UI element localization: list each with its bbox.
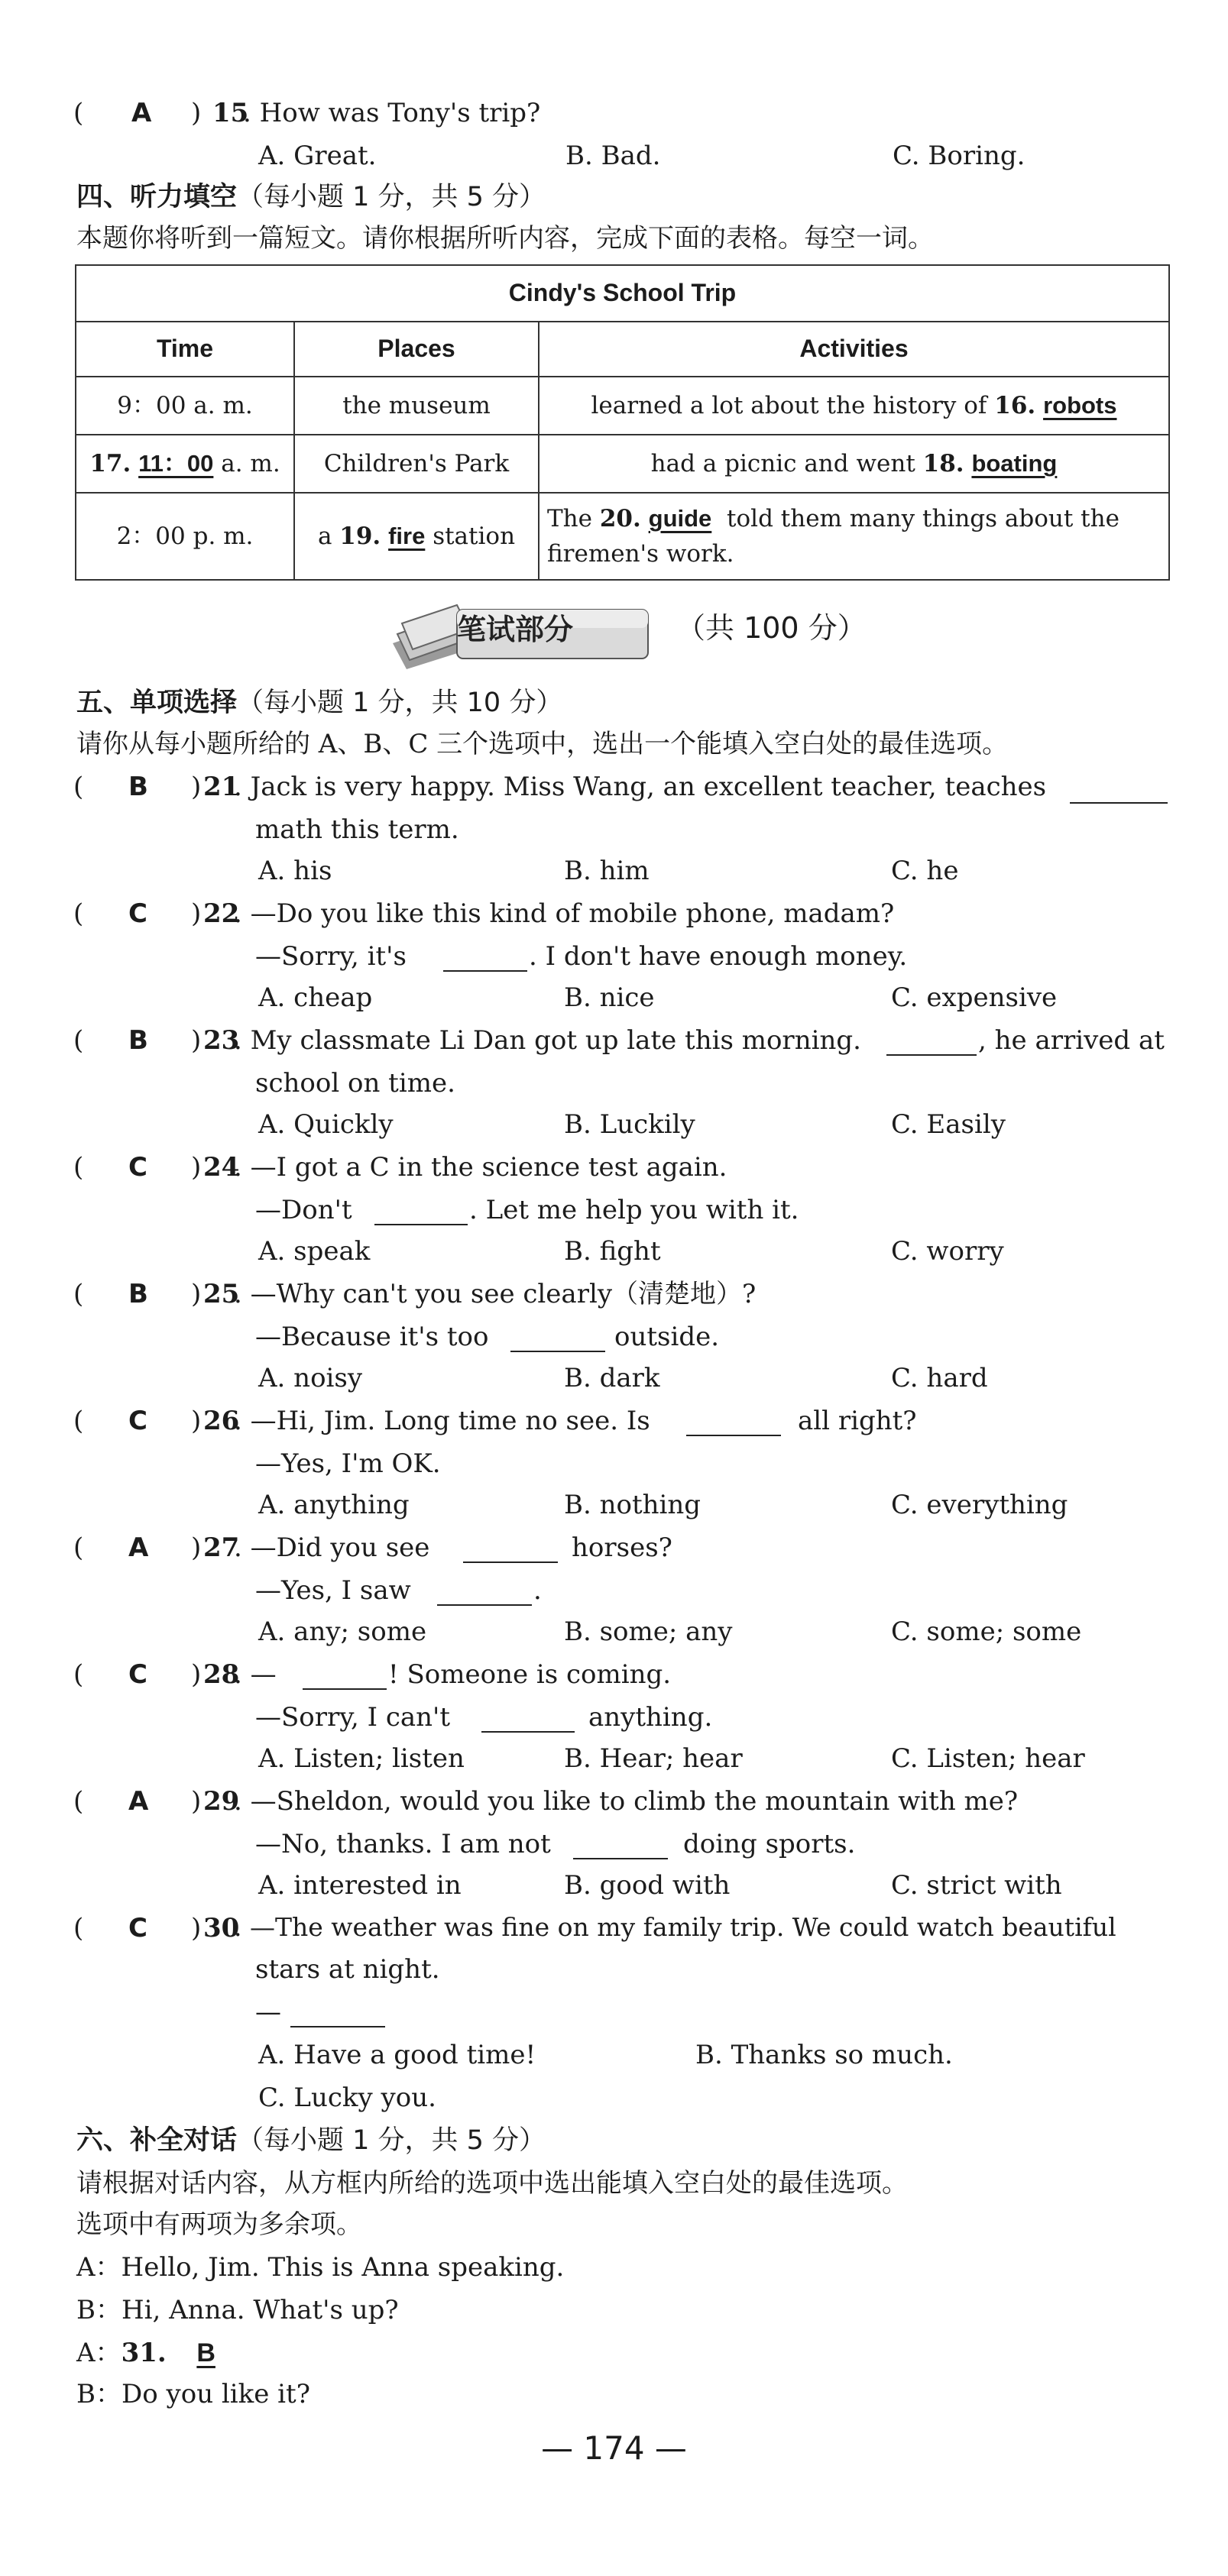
dialog-a2-number: 31. xyxy=(121,2338,167,2368)
paren-left: ( xyxy=(73,1152,84,1183)
blank xyxy=(303,1665,387,1690)
section6-heading xyxy=(76,2124,546,2159)
q21-stem: . Jack is very happy. Miss Wang, an excellent teacher, teaches xyxy=(234,772,1047,802)
q23-stem: . My classmate Li Dan got up late this morning. xyxy=(234,1025,861,1056)
section6-instruction-2: 选项中有两项为多余项。 xyxy=(76,2209,362,2240)
q15-option-b: B. Bad. xyxy=(565,141,661,171)
row2-blank-number: 17. xyxy=(89,449,131,477)
q28-option-a: A. Listen; listen xyxy=(258,1743,465,1774)
q28-line2-b: anything. xyxy=(588,1702,713,1733)
q27-line2-a: —Yes, I saw xyxy=(255,1575,411,1606)
header-time: Time xyxy=(76,322,294,377)
q29-option-c: C. strict with xyxy=(891,1870,1062,1901)
q25-number: 25 xyxy=(203,1279,240,1309)
q28-stem-tail: ! Someone is coming. xyxy=(388,1659,672,1690)
row1-activity xyxy=(539,377,1169,435)
q21-option-b: B. him xyxy=(564,856,650,886)
dialog-line-b2: B：Do you like it? xyxy=(76,2379,310,2409)
q26-option-c: C. everything xyxy=(891,1490,1068,1520)
blank xyxy=(437,1581,532,1606)
written-section-label: 笔试部分 xyxy=(457,613,574,646)
q27-option-b: B. some; any xyxy=(564,1616,733,1647)
q24-option-c: C. worry xyxy=(891,1236,1004,1267)
row1-blank-number: 16. xyxy=(994,391,1036,419)
blank xyxy=(510,1328,605,1352)
q22-line2-a: —Sorry, it's xyxy=(255,941,407,972)
q24-number: 24 xyxy=(203,1152,240,1183)
row3-activity xyxy=(539,493,1169,580)
row1-activity-text: learned a lot about the history of xyxy=(591,391,995,419)
table-row xyxy=(76,377,1169,435)
row3-activity-pre: The xyxy=(547,504,600,532)
q15-answer: A xyxy=(131,98,152,128)
section6-instruction-1: 请根据对话内容，从方框内所给的选项中选出能填入空白处的最佳选项。 xyxy=(76,2168,908,2199)
q25-option-b: B. dark xyxy=(564,1363,660,1393)
dialog-line-b1: B：Hi, Anna. What's up? xyxy=(76,2295,399,2325)
q26-stem-line2: —Yes, I'm OK. xyxy=(255,1448,441,1479)
q28-number: 28 xyxy=(203,1659,240,1690)
written-section-score: （共 100 分） xyxy=(676,611,867,645)
paren-right: ) xyxy=(191,1279,202,1309)
q26-option-a: A. anything xyxy=(258,1490,410,1520)
blank xyxy=(374,1201,468,1225)
row2-time xyxy=(76,435,294,493)
q27-number: 27 xyxy=(203,1532,240,1563)
q27-line2-b: . xyxy=(533,1575,542,1606)
row2-activity xyxy=(539,435,1169,493)
blank xyxy=(686,1412,781,1436)
q15-stem: . How was Tony's trip? xyxy=(243,98,541,128)
paren-left: ( xyxy=(73,1913,84,1943)
section4-score: （每小题 1 分，共 5 分） xyxy=(237,182,546,212)
q22-answer: C xyxy=(128,898,147,929)
blank xyxy=(443,947,527,972)
q23-number: 23 xyxy=(203,1025,240,1056)
q21-stem-line2: math this term. xyxy=(255,814,459,845)
q30-number: 30 xyxy=(203,1913,240,1943)
q27-answer: A xyxy=(128,1532,149,1563)
answer-18: boating xyxy=(971,449,1058,477)
paren-left: ( xyxy=(73,1279,84,1309)
q22-option-b: B. nice xyxy=(564,982,655,1013)
q29-option-b: B. good with xyxy=(564,1870,731,1901)
q29-answer: A xyxy=(128,1786,149,1817)
table-row xyxy=(76,493,1169,580)
row3-place-post: station xyxy=(433,522,516,550)
blank xyxy=(1070,779,1168,804)
q30-answer: C xyxy=(128,1913,147,1943)
q15-number: 15 xyxy=(212,98,249,128)
row3-place-pre: a xyxy=(317,522,340,550)
paren-right: ) xyxy=(191,1025,202,1056)
q24-option-b: B. fight xyxy=(564,1236,661,1267)
q28-answer: C xyxy=(128,1659,147,1690)
q22-number: 22 xyxy=(203,898,240,929)
q29-option-a: A. interested in xyxy=(258,1870,462,1901)
paren-left: ( xyxy=(73,1406,84,1436)
blank xyxy=(886,1031,977,1056)
q21-option-c: C. he xyxy=(891,856,959,886)
q25-stem: . —Why can't you see clearly（清楚地）? xyxy=(234,1279,757,1309)
paren-right: ) xyxy=(191,1406,202,1436)
section6-score: （每小题 1 分，共 5 分） xyxy=(237,2125,546,2156)
q22-option-c: C. expensive xyxy=(891,982,1058,1013)
q28-option-c: C. Listen; hear xyxy=(891,1743,1085,1774)
q29-line2-b: doing sports. xyxy=(683,1829,856,1859)
q23-option-b: B. Luckily xyxy=(564,1109,695,1140)
paren-right: ) xyxy=(191,1152,202,1183)
paren-right: ) xyxy=(191,898,202,929)
q25-answer: B xyxy=(128,1279,148,1309)
header-places: Places xyxy=(294,322,539,377)
q27-stem: . —Did you see xyxy=(234,1532,430,1563)
q15-option-c: C. Boring. xyxy=(893,141,1025,171)
q28-stem: . — xyxy=(234,1659,277,1690)
q29-number: 29 xyxy=(203,1786,240,1817)
q21-number: 21 xyxy=(203,772,240,802)
q26-stem: . —Hi, Jim. Long time no see. Is xyxy=(234,1406,650,1436)
section5-title: 五、单项选择 xyxy=(76,688,238,718)
q15-paren-right: ) xyxy=(191,98,202,128)
q15-option-a: A. Great. xyxy=(258,141,377,171)
q26-answer: C xyxy=(128,1406,147,1436)
row2-activity-text: had a picnic and went xyxy=(650,449,923,477)
paren-right: ) xyxy=(191,772,202,802)
q23-stem-tail: , he arrived at xyxy=(978,1025,1165,1056)
row3-time: 2：00 p. m. xyxy=(76,493,294,580)
row1-time: 9：00 a. m. xyxy=(76,377,294,435)
paren-left: ( xyxy=(73,772,84,802)
paren-right: ) xyxy=(191,1786,202,1817)
paren-left: ( xyxy=(73,1025,84,1056)
answer-19: fire xyxy=(388,522,426,549)
q24-option-a: A. speak xyxy=(258,1236,371,1267)
q25-line2-a: —Because it's too xyxy=(255,1322,489,1352)
q21-answer: B xyxy=(128,772,148,802)
answer-17: 11：00 xyxy=(138,449,214,477)
q30-option-c: C. Lucky you. xyxy=(258,2082,436,2113)
q23-answer: B xyxy=(128,1025,148,1056)
section4-instruction: 本题你将听到一篇短文。请你根据所听内容，完成下面的表格。每空一词。 xyxy=(76,223,934,254)
q24-line2-a: —Don't xyxy=(255,1195,352,1225)
q27-option-c: C. some; some xyxy=(891,1616,1082,1647)
paren-right: ) xyxy=(191,1532,202,1563)
q23-option-a: A. Quickly xyxy=(258,1109,394,1140)
table-title: Cindy's School Trip xyxy=(76,265,1169,322)
q26-number: 26 xyxy=(203,1406,240,1436)
q25-option-a: A. noisy xyxy=(258,1363,363,1393)
row1-place: the museum xyxy=(294,377,539,435)
blank xyxy=(463,1539,558,1563)
q24-answer: C xyxy=(128,1152,147,1183)
q15-paren-left: ( xyxy=(73,98,84,128)
answer-16: robots xyxy=(1043,391,1117,419)
row3-place xyxy=(294,493,539,580)
q23-stem-line2: school on time. xyxy=(255,1068,455,1099)
q29-line2-a: —No, thanks. I am not xyxy=(255,1829,551,1859)
q26-option-b: B. nothing xyxy=(564,1490,701,1520)
answer-31: B xyxy=(196,2338,215,2367)
row3-place-number: 19. xyxy=(339,522,381,550)
section5-score: （每小题 1 分，共 10 分） xyxy=(237,688,563,718)
dialog-a2-speaker: A： xyxy=(76,2338,122,2368)
q24-line2-b: . Let me help you with it. xyxy=(469,1195,799,1225)
q26-stem-tail: all right? xyxy=(798,1406,917,1436)
q22-option-a: A. cheap xyxy=(258,982,373,1013)
header-activities: Activities xyxy=(539,322,1169,377)
q30-option-b: B. Thanks so much. xyxy=(695,2040,953,2070)
paren-left: ( xyxy=(73,1532,84,1563)
blank xyxy=(290,2003,385,2027)
q21-option-a: A. his xyxy=(258,856,332,886)
blank xyxy=(481,1708,575,1733)
q30-stem: . —The weather was fine on my family trip. We could watch beautiful xyxy=(234,1912,1116,1942)
school-trip-table xyxy=(75,264,1170,581)
section5-heading xyxy=(76,686,562,721)
row2-time-suffix: a. m. xyxy=(221,449,280,477)
q23-option-c: C. Easily xyxy=(891,1109,1006,1140)
section4-title: 四、听力填空 xyxy=(76,182,238,212)
row3-activity-post: told them many things about the firemen's work. xyxy=(547,504,1119,568)
row3-activity-number: 20. xyxy=(599,504,641,532)
row2-place: Children's Park xyxy=(294,435,539,493)
paren-left: ( xyxy=(73,1659,84,1690)
answer-20: guide xyxy=(648,504,712,532)
q28-line2-a: —Sorry, I can't xyxy=(255,1702,451,1733)
paren-left: ( xyxy=(73,1786,84,1817)
q27-stem-tail: horses? xyxy=(572,1532,672,1563)
q22-line2-b: . I don't have enough money. xyxy=(529,941,908,972)
dialog-line-a1: A：Hello, Jim. This is Anna speaking. xyxy=(76,2252,565,2283)
q28-option-b: B. Hear; hear xyxy=(564,1743,743,1774)
q30-reply-dash: — xyxy=(255,1997,281,2027)
row2-activity-number: 18. xyxy=(922,449,964,477)
q22-stem: . —Do you like this kind of mobile phone, madam? xyxy=(234,898,895,929)
q25-option-c: C. hard xyxy=(891,1363,988,1393)
paren-left: ( xyxy=(73,898,84,929)
section5-instruction: 请你从每小题所给的 A、B、C 三个选项中，选出一个能填入空白处的最佳选项。 xyxy=(76,729,1009,759)
section6-title: 六、补全对话 xyxy=(76,2125,238,2156)
section4-heading xyxy=(76,180,546,215)
q30-option-a: A. Have a good time! xyxy=(258,2040,536,2070)
paren-right: ) xyxy=(191,1659,202,1690)
q27-option-a: A. any; some xyxy=(258,1616,427,1647)
paren-right: ) xyxy=(191,1913,202,1943)
table-row xyxy=(76,435,1169,493)
dialog-line-a2 xyxy=(76,2336,229,2370)
page-number: — 174 — xyxy=(541,2429,687,2467)
blank xyxy=(573,1835,668,1859)
q24-stem: . —I got a C in the science test again. xyxy=(234,1152,727,1183)
q30-stem-line2: stars at night. xyxy=(255,1954,440,1985)
q29-stem: . —Sheldon, would you like to climb the mountain with me? xyxy=(234,1786,1019,1817)
q25-line2-b: outside. xyxy=(614,1322,720,1352)
